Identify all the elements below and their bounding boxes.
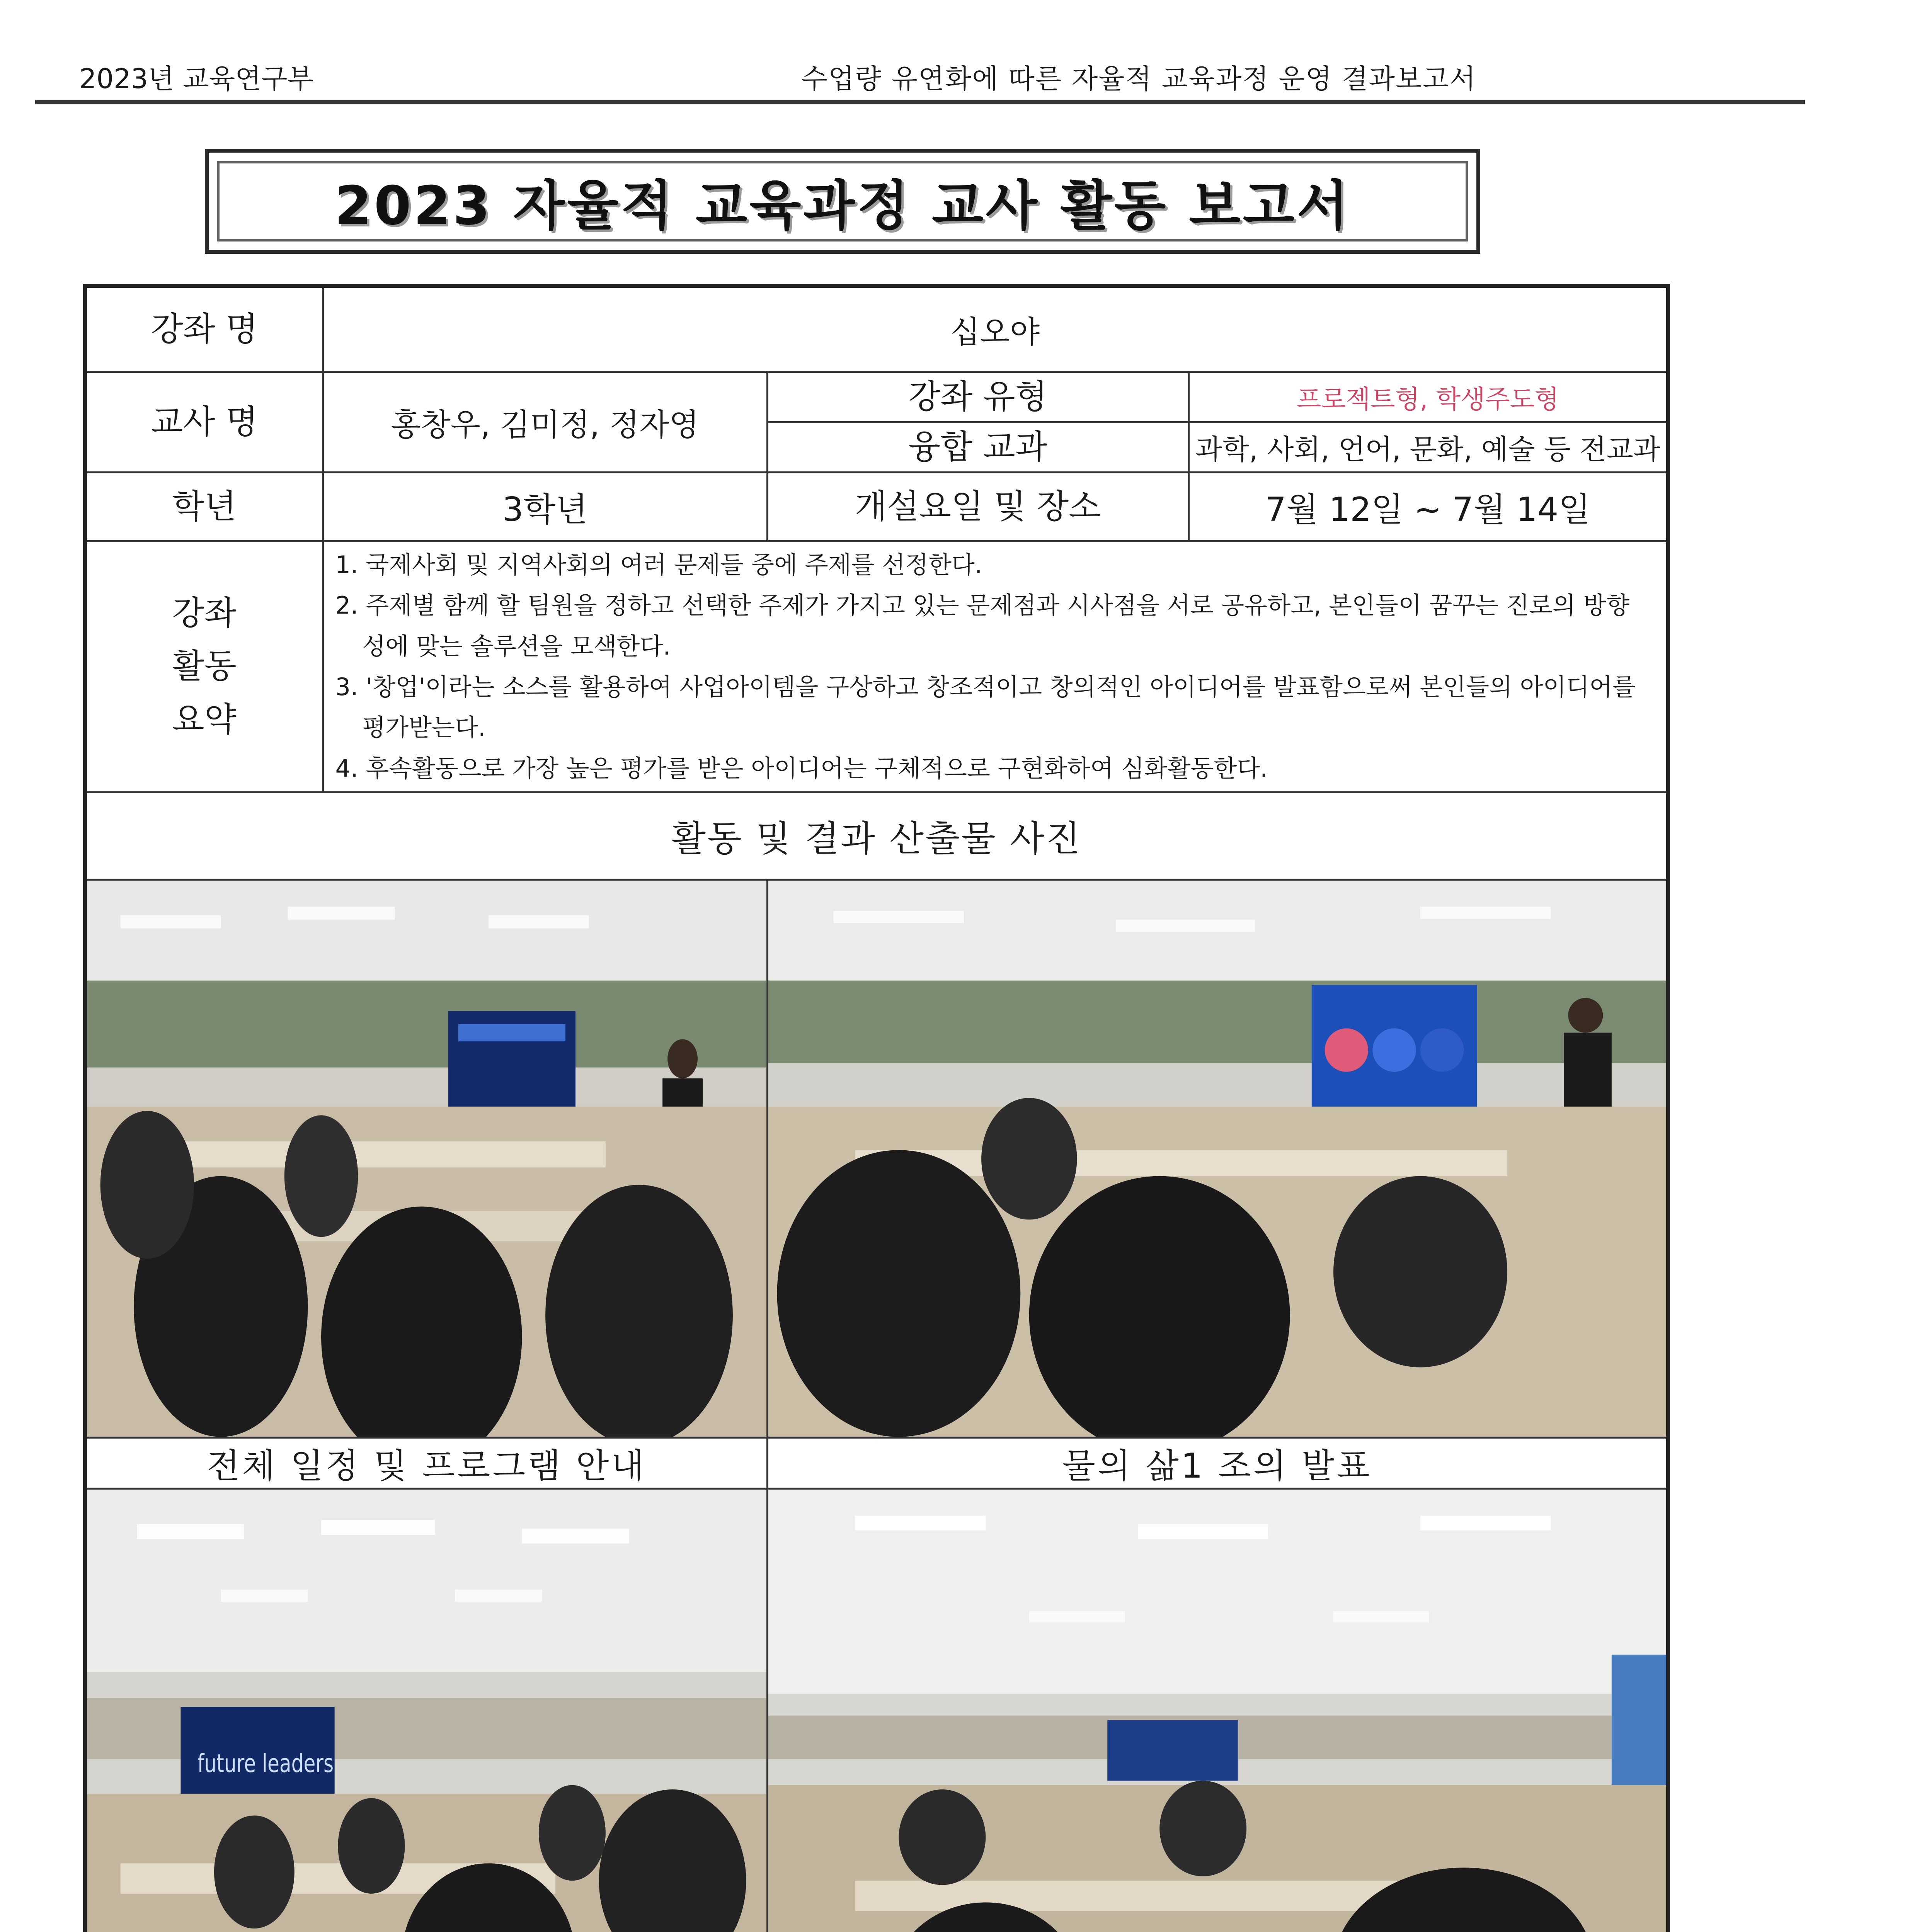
schedule-label: 개설요일 및 장소 (767, 472, 1188, 541)
photos-section-title: 활동 및 결과 산출물 사진 (85, 792, 1668, 879)
grade-label: 학년 (85, 472, 323, 541)
report-table (83, 284, 1670, 1932)
subjects-value: 과학, 사회, 언어, 문화, 예술 등 전교과 (1188, 422, 1668, 472)
summary-label (85, 541, 323, 792)
list-item: 3. '창업'이라는 소스를 활용하여 사업아이템을 구상하고 창조적이고 창의적인 아이디어를 발표함으로써 본인들의 아이디어를 평가받는다. (335, 673, 1636, 742)
row-teacher (85, 372, 1668, 422)
subjects-label: 융합 교과 (767, 422, 1188, 472)
report-title: 2023 자율적 교육과정 교사 활동 보고서 (334, 175, 1351, 237)
course-name-label: 강좌 명 (85, 286, 323, 372)
course-type-value: 프로젝트형, 학생주도형 (1188, 372, 1668, 422)
classroom-photo-4 (768, 1490, 1667, 1932)
header-right: 수업량 유연화에 따른 자율적 교육과정 운영 결과보고서 (801, 63, 1476, 95)
summary-label-line: 요약 (172, 700, 237, 739)
row-photos-top (85, 879, 1668, 1438)
classroom-photo-1 (87, 881, 766, 1437)
summary-list (324, 544, 1667, 789)
course-name-value: 십오야 (323, 286, 1668, 372)
header-left: 2023년 교육연구부 (79, 63, 314, 95)
list-item: 2. 주제별 함께 할 팀원을 정하고 선택한 주제가 가지고 있는 문제점과 시사점을 서로 공유하고, 본인들이 꿈꾸는 진로의 방향성에 맞는 솔루션을 모색한다. (335, 591, 1630, 660)
summary-content (323, 541, 1668, 792)
photo-cell (85, 1489, 767, 1932)
summary-label-line: 강좌 (172, 594, 237, 633)
photo-cell (767, 1489, 1668, 1932)
classroom-photo-2 (768, 881, 1667, 1437)
summary-label-line: 활동 (172, 647, 237, 686)
row-photos-bottom (85, 1489, 1668, 1932)
teacher-label: 교사 명 (85, 372, 323, 472)
title-inner-frame (217, 161, 1468, 242)
teacher-value: 홍창우, 김미정, 정자영 (323, 372, 767, 472)
row-photos-title (85, 792, 1668, 879)
screen-text: future leaders (197, 1748, 334, 1778)
row-summary (85, 541, 1668, 792)
photo-cell (85, 879, 767, 1438)
classroom-photo-3 (87, 1490, 766, 1932)
row-grade (85, 472, 1668, 541)
row-course-name (85, 286, 1668, 372)
photo-caption: 전체 일정 및 프로그램 안내 (85, 1438, 767, 1489)
list-item: 4. 후속활동으로 가장 높은 평가를 받은 아이디어는 구체적으로 구현화하여 심화활동한다. (335, 754, 1268, 782)
grade-value: 3학년 (323, 472, 767, 541)
title-box (205, 149, 1480, 254)
schedule-value: 7월 12일 ~ 7월 14일 (1188, 472, 1668, 541)
photo-cell (767, 879, 1668, 1438)
list-item: 1. 국제사회 및 지역사회의 여러 문제들 중에 주제를 선정한다. (335, 550, 982, 579)
header-divider (35, 100, 1805, 104)
photo-caption: 물의 삶1 조의 발표 (767, 1438, 1668, 1489)
row-captions-top (85, 1438, 1668, 1489)
course-type-label: 강좌 유형 (767, 372, 1188, 422)
